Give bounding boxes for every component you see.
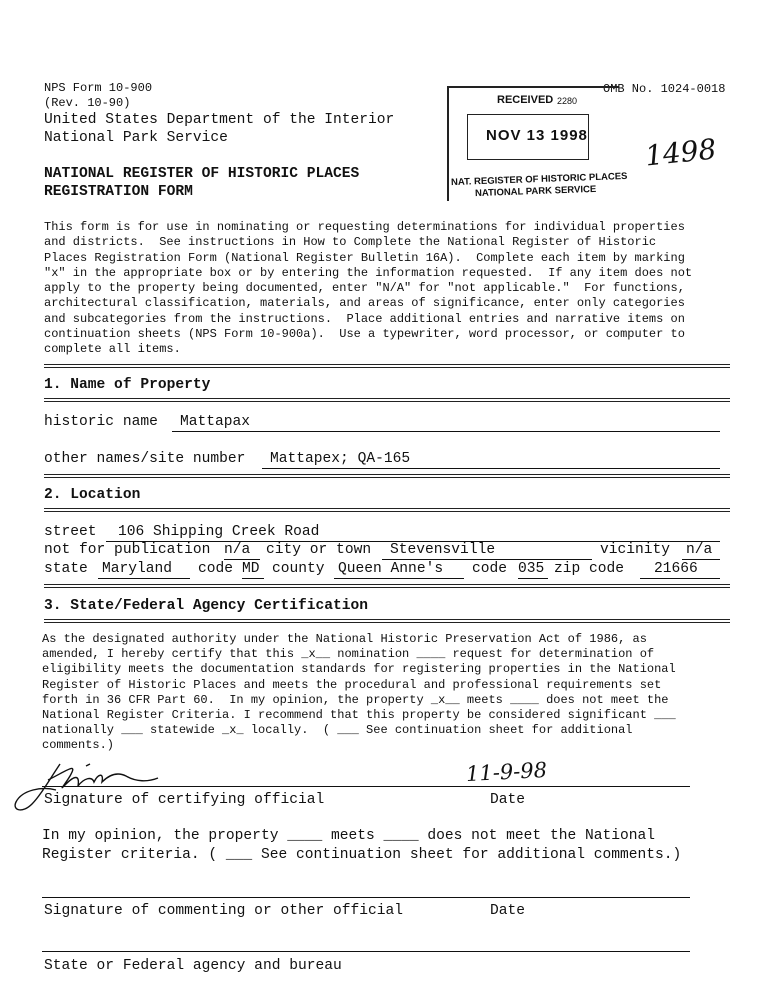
agency-label: State or Federal agency and bureau	[44, 958, 342, 974]
instruction-line: apply to the property being documented, enter "N/A" for "not applicable." For functions,	[44, 281, 685, 296]
stamp-line2: NATIONAL PARK SERVICE	[474, 183, 597, 200]
city-label: city or town	[266, 542, 372, 558]
vicinity-field[interactable]	[682, 541, 720, 560]
certifying-official-signature	[8, 752, 178, 822]
received-stamp	[447, 86, 628, 201]
vicinity-label: vicinity	[600, 542, 671, 558]
section3-heading: 3. State/Federal Agency Certification	[44, 598, 369, 614]
certification-line: forth in 36 CFR Part 60. In my opinion, the property _x__ meets ____ does not meet the	[42, 692, 669, 707]
historic-name-label: historic name	[44, 414, 158, 430]
instruction-line: architectural classification, materials, and areas of significance, enter only categories	[44, 296, 685, 311]
street-field[interactable]	[106, 523, 720, 542]
vicinity-value: n/a	[686, 542, 713, 558]
county-code-field[interactable]	[518, 560, 548, 579]
opinion-line: Register criteria. ( ___ See continuation sheet for additional comments.)	[42, 847, 682, 863]
section2-heading: 2. Location	[44, 487, 141, 503]
form-title-line2: REGISTRATION FORM	[44, 184, 193, 200]
certification-line: comments.)	[42, 738, 115, 753]
state-code-value: MD	[242, 561, 260, 577]
instruction-line: complete all items.	[44, 342, 181, 357]
instruction-line: continuation sheets (NPS Form 10-900a). Use a typewriter, word processor, or computer to	[44, 327, 685, 342]
certification-line: amended, I hereby certify that this _x__ nomination ____ request for determination of	[42, 647, 655, 662]
stamp-line1: NAT. REGISTER OF HISTORIC PLACES	[450, 170, 628, 189]
signature-line	[42, 786, 690, 787]
certification-line: As the designated authority under the National Historic Preservation Act of 1986, as	[42, 632, 647, 646]
handwritten-reference-number: 1498	[643, 132, 718, 173]
state-code-field[interactable]	[242, 560, 264, 579]
city-value: Stevensville	[390, 542, 496, 558]
not-for-publication-label: not for publication	[44, 542, 211, 558]
commenting-official-label: Signature of commenting or other official	[44, 903, 404, 919]
other-names-value: Mattapex; QA-165	[270, 451, 411, 467]
county-label: county	[272, 561, 325, 577]
opinion-line: In my opinion, the property ____ meets ____ does not meet the National	[42, 828, 656, 844]
opinion-text	[42, 827, 681, 865]
instruction-line: and districts. See instructions in How to Complete the National Register of Historic	[44, 235, 657, 250]
instruction-line: "x" in the appropriate box or by entering the information requested. If any item does not	[44, 265, 693, 280]
stamp-code: 2280	[557, 96, 578, 106]
instructions	[44, 220, 692, 358]
stamp-date: NOV 13 1998	[486, 127, 588, 144]
state-field[interactable]	[98, 560, 190, 579]
county-code-value: 035	[518, 561, 545, 577]
city-field[interactable]	[382, 541, 592, 560]
zip-value: 21666	[654, 561, 698, 577]
stamp-date-box	[467, 114, 589, 160]
certification-line: National Register Criteria. I recommend that this property be considered significant ___	[42, 708, 676, 723]
instruction-line: This form is for use in nominating or requesting determinations for individual properties	[44, 220, 685, 234]
service-name: National Park Service	[44, 130, 228, 146]
street-value: 106 Shipping Creek Road	[118, 524, 320, 540]
signature-line	[42, 897, 690, 898]
state-code-label: code	[198, 561, 234, 577]
zip-field[interactable]	[640, 560, 720, 579]
section-divider	[44, 508, 730, 512]
signature-line	[42, 951, 690, 952]
date-label: Date	[490, 792, 526, 808]
other-names-label: other names/site number	[44, 451, 246, 467]
historic-name-field[interactable]	[172, 413, 720, 432]
form-number: NPS Form 10-900	[44, 81, 153, 95]
section-divider	[44, 619, 730, 623]
section-divider	[44, 364, 730, 368]
section-divider	[44, 398, 730, 402]
county-value: Queen Anne's	[338, 561, 444, 577]
omb-number: OMB No. 1024-0018	[603, 82, 726, 96]
street-label: street	[44, 524, 97, 540]
other-names-field[interactable]	[262, 450, 720, 469]
instruction-line: and subcategories from the instructions. Place additional entries and narrative items on	[44, 311, 685, 326]
signature-label: Signature of certifying official	[44, 792, 325, 808]
department-name: United States Department of the Interior	[44, 112, 395, 128]
instruction-line: Places Registration Form (National Register Bulletin 16A). Complete each item by marking	[44, 250, 685, 265]
not-for-publication-value: n/a	[224, 542, 251, 558]
date2-label: Date	[490, 903, 526, 919]
certification-line: eligibility meets the documentation standards for registering properties in the National	[42, 662, 676, 677]
historic-name-value: Mattapax	[180, 414, 251, 430]
form-revision: (Rev. 10-90)	[44, 96, 131, 110]
certification-line: Register of Historic Places and meets the procedural and professional requirements set	[42, 677, 662, 692]
county-field[interactable]	[334, 560, 464, 579]
section-divider	[44, 584, 730, 588]
stamp-received: RECEIVED	[497, 94, 554, 106]
state-value: Maryland	[102, 561, 173, 577]
zip-label: zip code	[554, 561, 625, 577]
form-title-line1: NATIONAL REGISTER OF HISTORIC PLACES	[44, 166, 360, 182]
section-divider	[44, 474, 730, 478]
state-label: state	[44, 561, 88, 577]
certification-line: nationally ___ statewide _x_ locally. ( ___ See continuation sheet for additional	[42, 723, 633, 738]
county-code-label: code	[472, 561, 508, 577]
certification-date-handwritten: 11-9-98	[465, 757, 548, 787]
certification-text	[42, 632, 676, 754]
not-for-publication-field[interactable]	[224, 541, 260, 560]
section1-heading: 1. Name of Property	[44, 377, 211, 393]
